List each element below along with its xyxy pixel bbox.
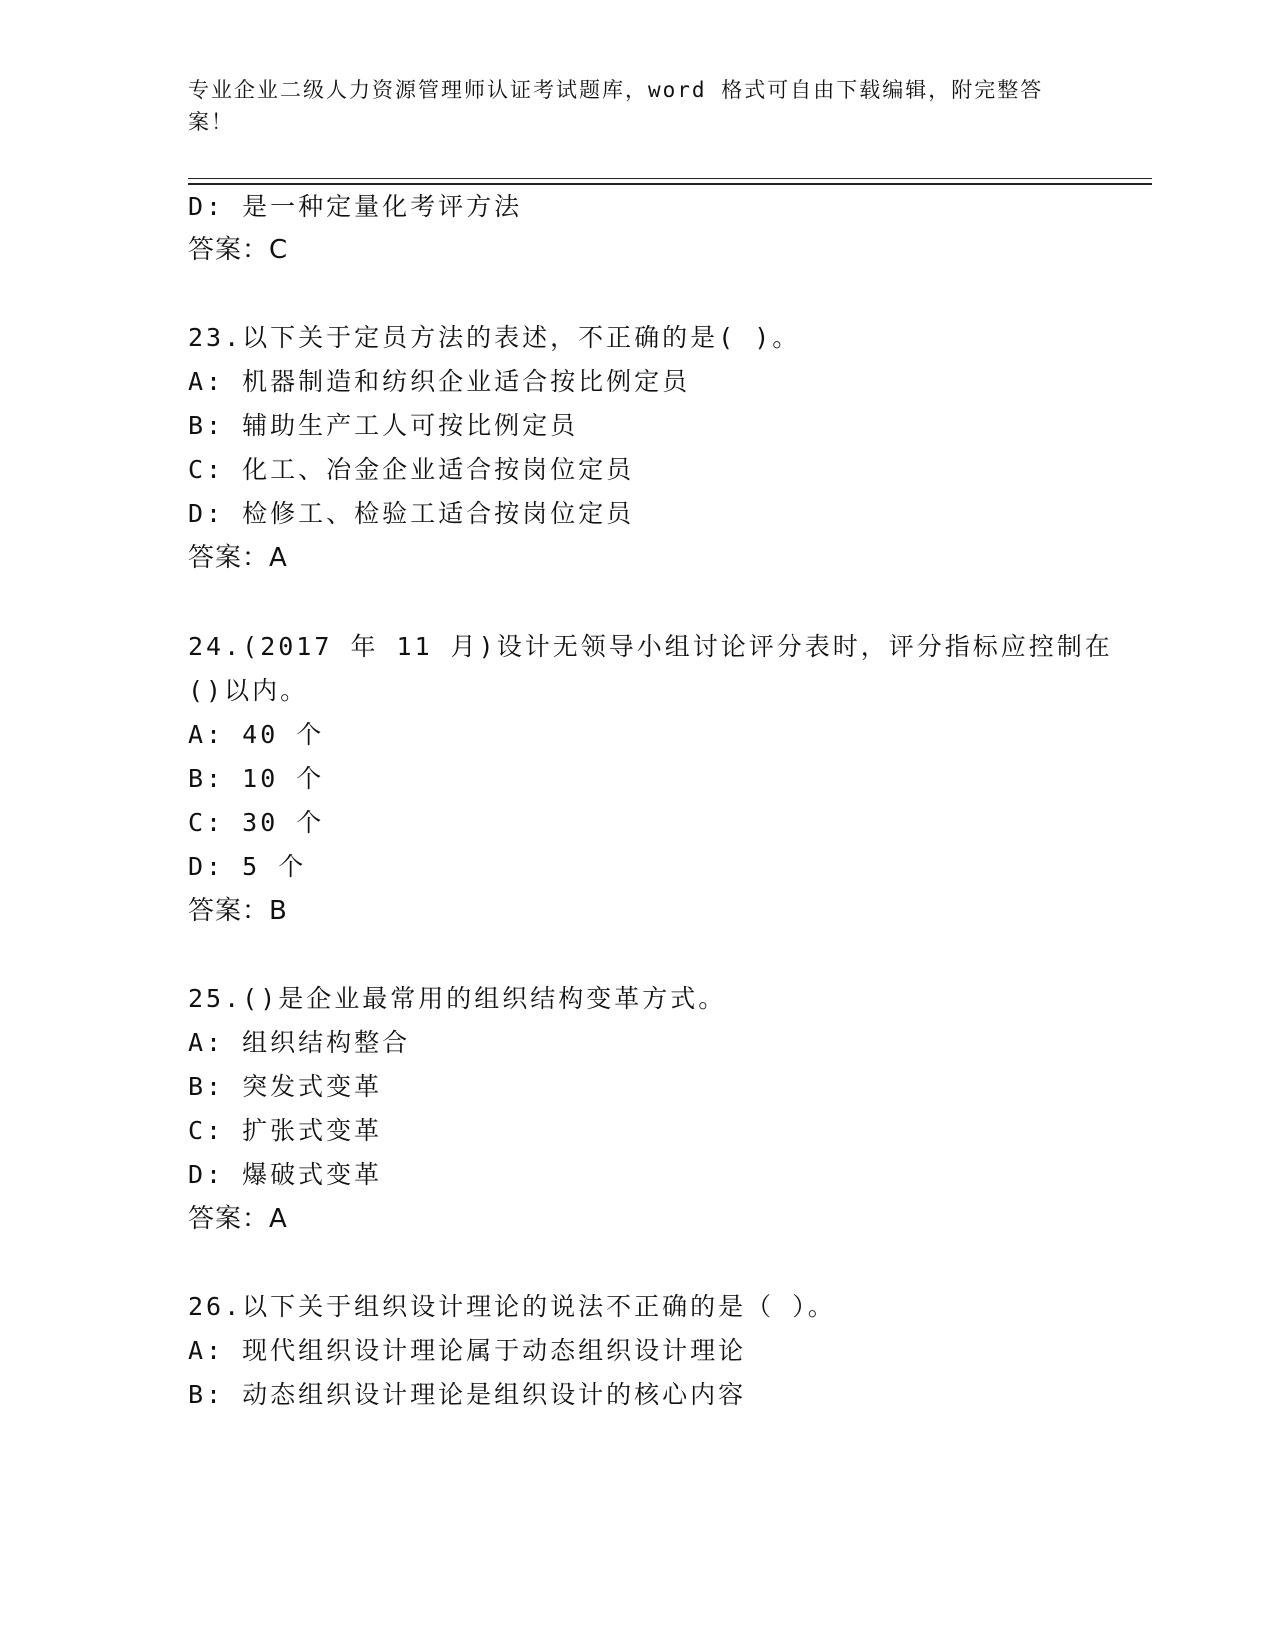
answer-line: 答案：A: [188, 543, 288, 573]
question-stem: 23.以下关于定员方法的表述，不正确的是( )。: [188, 323, 801, 352]
option-c: C: 化工、冶金企业适合按岗位定员: [188, 455, 635, 484]
header-divider-thin: [188, 178, 1152, 179]
answer-line: 答案：A: [188, 1204, 288, 1234]
answer-line: 答案：C: [188, 235, 289, 265]
option-c: C: 30 个: [188, 808, 325, 837]
option-b: B: 10 个: [188, 764, 325, 793]
header-divider-thick: [188, 183, 1152, 185]
option-b: B: 辅助生产工人可按比例定员: [188, 411, 579, 440]
option-a: A: 现代组织设计理论属于动态组织设计理论: [188, 1336, 747, 1365]
option-d: D: 爆破式变革: [188, 1160, 383, 1189]
option-a: A: 40 个: [188, 720, 325, 749]
answer-line: 答案：B: [188, 896, 288, 926]
option-d: D: 是一种定量化考评方法: [188, 192, 523, 221]
option-d: D: 检修工、检验工适合按岗位定员: [188, 499, 635, 528]
option-d: D: 5 个: [188, 852, 307, 881]
option-a: A: 机器制造和纺织企业适合按比例定员: [188, 367, 691, 396]
document-header: 专业企业二级人力资源管理师认证考试题库，word 格式可自由下载编辑，附完整答案！: [188, 78, 1044, 134]
question-stem: 24.(2017 年 11 月)设计无领导小组讨论评分表时，评分指标应控制在: [188, 632, 1113, 661]
question-stem: 26.以下关于组织设计理论的说法不正确的是（ ）。: [188, 1292, 836, 1321]
question-stem-continued: ()以内。: [188, 676, 309, 705]
question-stem: 25.()是企业最常用的组织结构变革方式。: [188, 984, 727, 1013]
option-c: C: 扩张式变革: [188, 1116, 383, 1145]
option-b: B: 突发式变革: [188, 1072, 383, 1101]
option-b: B: 动态组织设计理论是组织设计的核心内容: [188, 1380, 747, 1409]
option-a: A: 组织结构整合: [188, 1028, 411, 1057]
